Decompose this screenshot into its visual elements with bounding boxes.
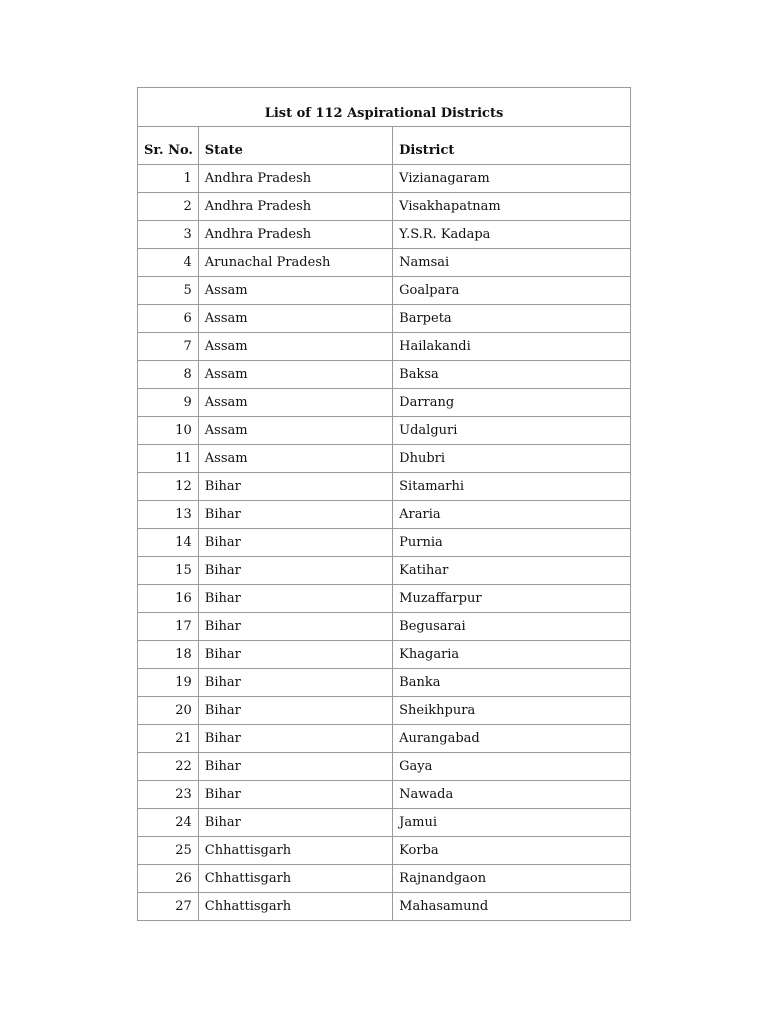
cell-sr-no: 8	[138, 361, 199, 389]
cell-state: Assam	[198, 333, 392, 361]
cell-state: Assam	[198, 305, 392, 333]
table-row	[138, 893, 631, 921]
cell-state: Andhra Pradesh	[198, 193, 392, 221]
cell-district: Begusarai	[393, 613, 631, 641]
table-row	[138, 753, 631, 781]
cell-state: Chhattisgarh	[198, 893, 392, 921]
cell-state: Bihar	[198, 781, 392, 809]
cell-state: Chhattisgarh	[198, 837, 392, 865]
table-row	[138, 529, 631, 557]
table-row	[138, 613, 631, 641]
cell-state: Andhra Pradesh	[198, 221, 392, 249]
cell-state: Bihar	[198, 585, 392, 613]
cell-district: Aurangabad	[393, 725, 631, 753]
cell-sr-no: 14	[138, 529, 199, 557]
cell-district: Jamui	[393, 809, 631, 837]
cell-sr-no: 5	[138, 277, 199, 305]
cell-state: Bihar	[198, 641, 392, 669]
cell-state: Bihar	[198, 697, 392, 725]
table-row	[138, 277, 631, 305]
cell-state: Bihar	[198, 473, 392, 501]
cell-district: Mahasamund	[393, 893, 631, 921]
cell-sr-no: 27	[138, 893, 199, 921]
cell-sr-no: 20	[138, 697, 199, 725]
cell-district: Katihar	[393, 557, 631, 585]
cell-district: Darrang	[393, 389, 631, 417]
table-row	[138, 865, 631, 893]
cell-state: Bihar	[198, 725, 392, 753]
cell-sr-no: 7	[138, 333, 199, 361]
header-state: State	[198, 127, 392, 165]
cell-state: Bihar	[198, 557, 392, 585]
cell-district: Araria	[393, 501, 631, 529]
cell-sr-no: 23	[138, 781, 199, 809]
cell-state: Assam	[198, 417, 392, 445]
table-row	[138, 193, 631, 221]
cell-state: Bihar	[198, 529, 392, 557]
header-district: District	[393, 127, 631, 165]
cell-state: Assam	[198, 389, 392, 417]
cell-state: Bihar	[198, 669, 392, 697]
table-row	[138, 361, 631, 389]
header-sr-no: Sr. No.	[138, 127, 199, 165]
cell-state: Chhattisgarh	[198, 865, 392, 893]
cell-sr-no: 21	[138, 725, 199, 753]
table-row	[138, 837, 631, 865]
table-row	[138, 669, 631, 697]
cell-state: Arunachal Pradesh	[198, 249, 392, 277]
cell-sr-no: 15	[138, 557, 199, 585]
table-title: List of 112 Aspirational Districts	[138, 88, 631, 127]
cell-district: Nawada	[393, 781, 631, 809]
cell-sr-no: 10	[138, 417, 199, 445]
cell-district: Udalguri	[393, 417, 631, 445]
table-row	[138, 333, 631, 361]
cell-sr-no: 2	[138, 193, 199, 221]
table-row	[138, 725, 631, 753]
cell-district: Purnia	[393, 529, 631, 557]
districts-table	[137, 87, 631, 921]
cell-sr-no: 26	[138, 865, 199, 893]
cell-district: Namsai	[393, 249, 631, 277]
cell-sr-no: 22	[138, 753, 199, 781]
cell-district: Rajnandgaon	[393, 865, 631, 893]
table-row	[138, 585, 631, 613]
header-row	[138, 127, 631, 165]
cell-district: Goalpara	[393, 277, 631, 305]
cell-state: Assam	[198, 445, 392, 473]
cell-sr-no: 24	[138, 809, 199, 837]
cell-sr-no: 1	[138, 165, 199, 193]
cell-sr-no: 19	[138, 669, 199, 697]
cell-district: Y.S.R. Kadapa	[393, 221, 631, 249]
cell-sr-no: 18	[138, 641, 199, 669]
cell-sr-no: 4	[138, 249, 199, 277]
cell-state: Bihar	[198, 809, 392, 837]
table-row	[138, 781, 631, 809]
table-body	[138, 165, 631, 921]
cell-sr-no: 12	[138, 473, 199, 501]
cell-state: Bihar	[198, 753, 392, 781]
table-row	[138, 305, 631, 333]
table-row	[138, 221, 631, 249]
cell-district: Khagaria	[393, 641, 631, 669]
document-page	[137, 87, 631, 921]
cell-district: Sheikhpura	[393, 697, 631, 725]
cell-sr-no: 16	[138, 585, 199, 613]
cell-state: Bihar	[198, 501, 392, 529]
cell-sr-no: 13	[138, 501, 199, 529]
table-row	[138, 389, 631, 417]
table-row	[138, 417, 631, 445]
cell-district: Hailakandi	[393, 333, 631, 361]
table-row	[138, 473, 631, 501]
cell-district: Korba	[393, 837, 631, 865]
table-row	[138, 165, 631, 193]
cell-state: Bihar	[198, 613, 392, 641]
cell-district: Barpeta	[393, 305, 631, 333]
cell-district: Vizianagaram	[393, 165, 631, 193]
cell-district: Baksa	[393, 361, 631, 389]
cell-district: Visakhapatnam	[393, 193, 631, 221]
table-row	[138, 249, 631, 277]
cell-district: Dhubri	[393, 445, 631, 473]
cell-district: Banka	[393, 669, 631, 697]
cell-sr-no: 11	[138, 445, 199, 473]
cell-state: Assam	[198, 361, 392, 389]
table-row	[138, 557, 631, 585]
cell-state: Assam	[198, 277, 392, 305]
table-row	[138, 641, 631, 669]
table-row	[138, 501, 631, 529]
cell-state: Andhra Pradesh	[198, 165, 392, 193]
cell-sr-no: 25	[138, 837, 199, 865]
table-row	[138, 697, 631, 725]
cell-sr-no: 6	[138, 305, 199, 333]
cell-sr-no: 17	[138, 613, 199, 641]
table-row	[138, 445, 631, 473]
cell-district: Gaya	[393, 753, 631, 781]
cell-district: Muzaffarpur	[393, 585, 631, 613]
table-row	[138, 809, 631, 837]
cell-sr-no: 9	[138, 389, 199, 417]
cell-sr-no: 3	[138, 221, 199, 249]
cell-district: Sitamarhi	[393, 473, 631, 501]
title-row	[138, 88, 631, 127]
